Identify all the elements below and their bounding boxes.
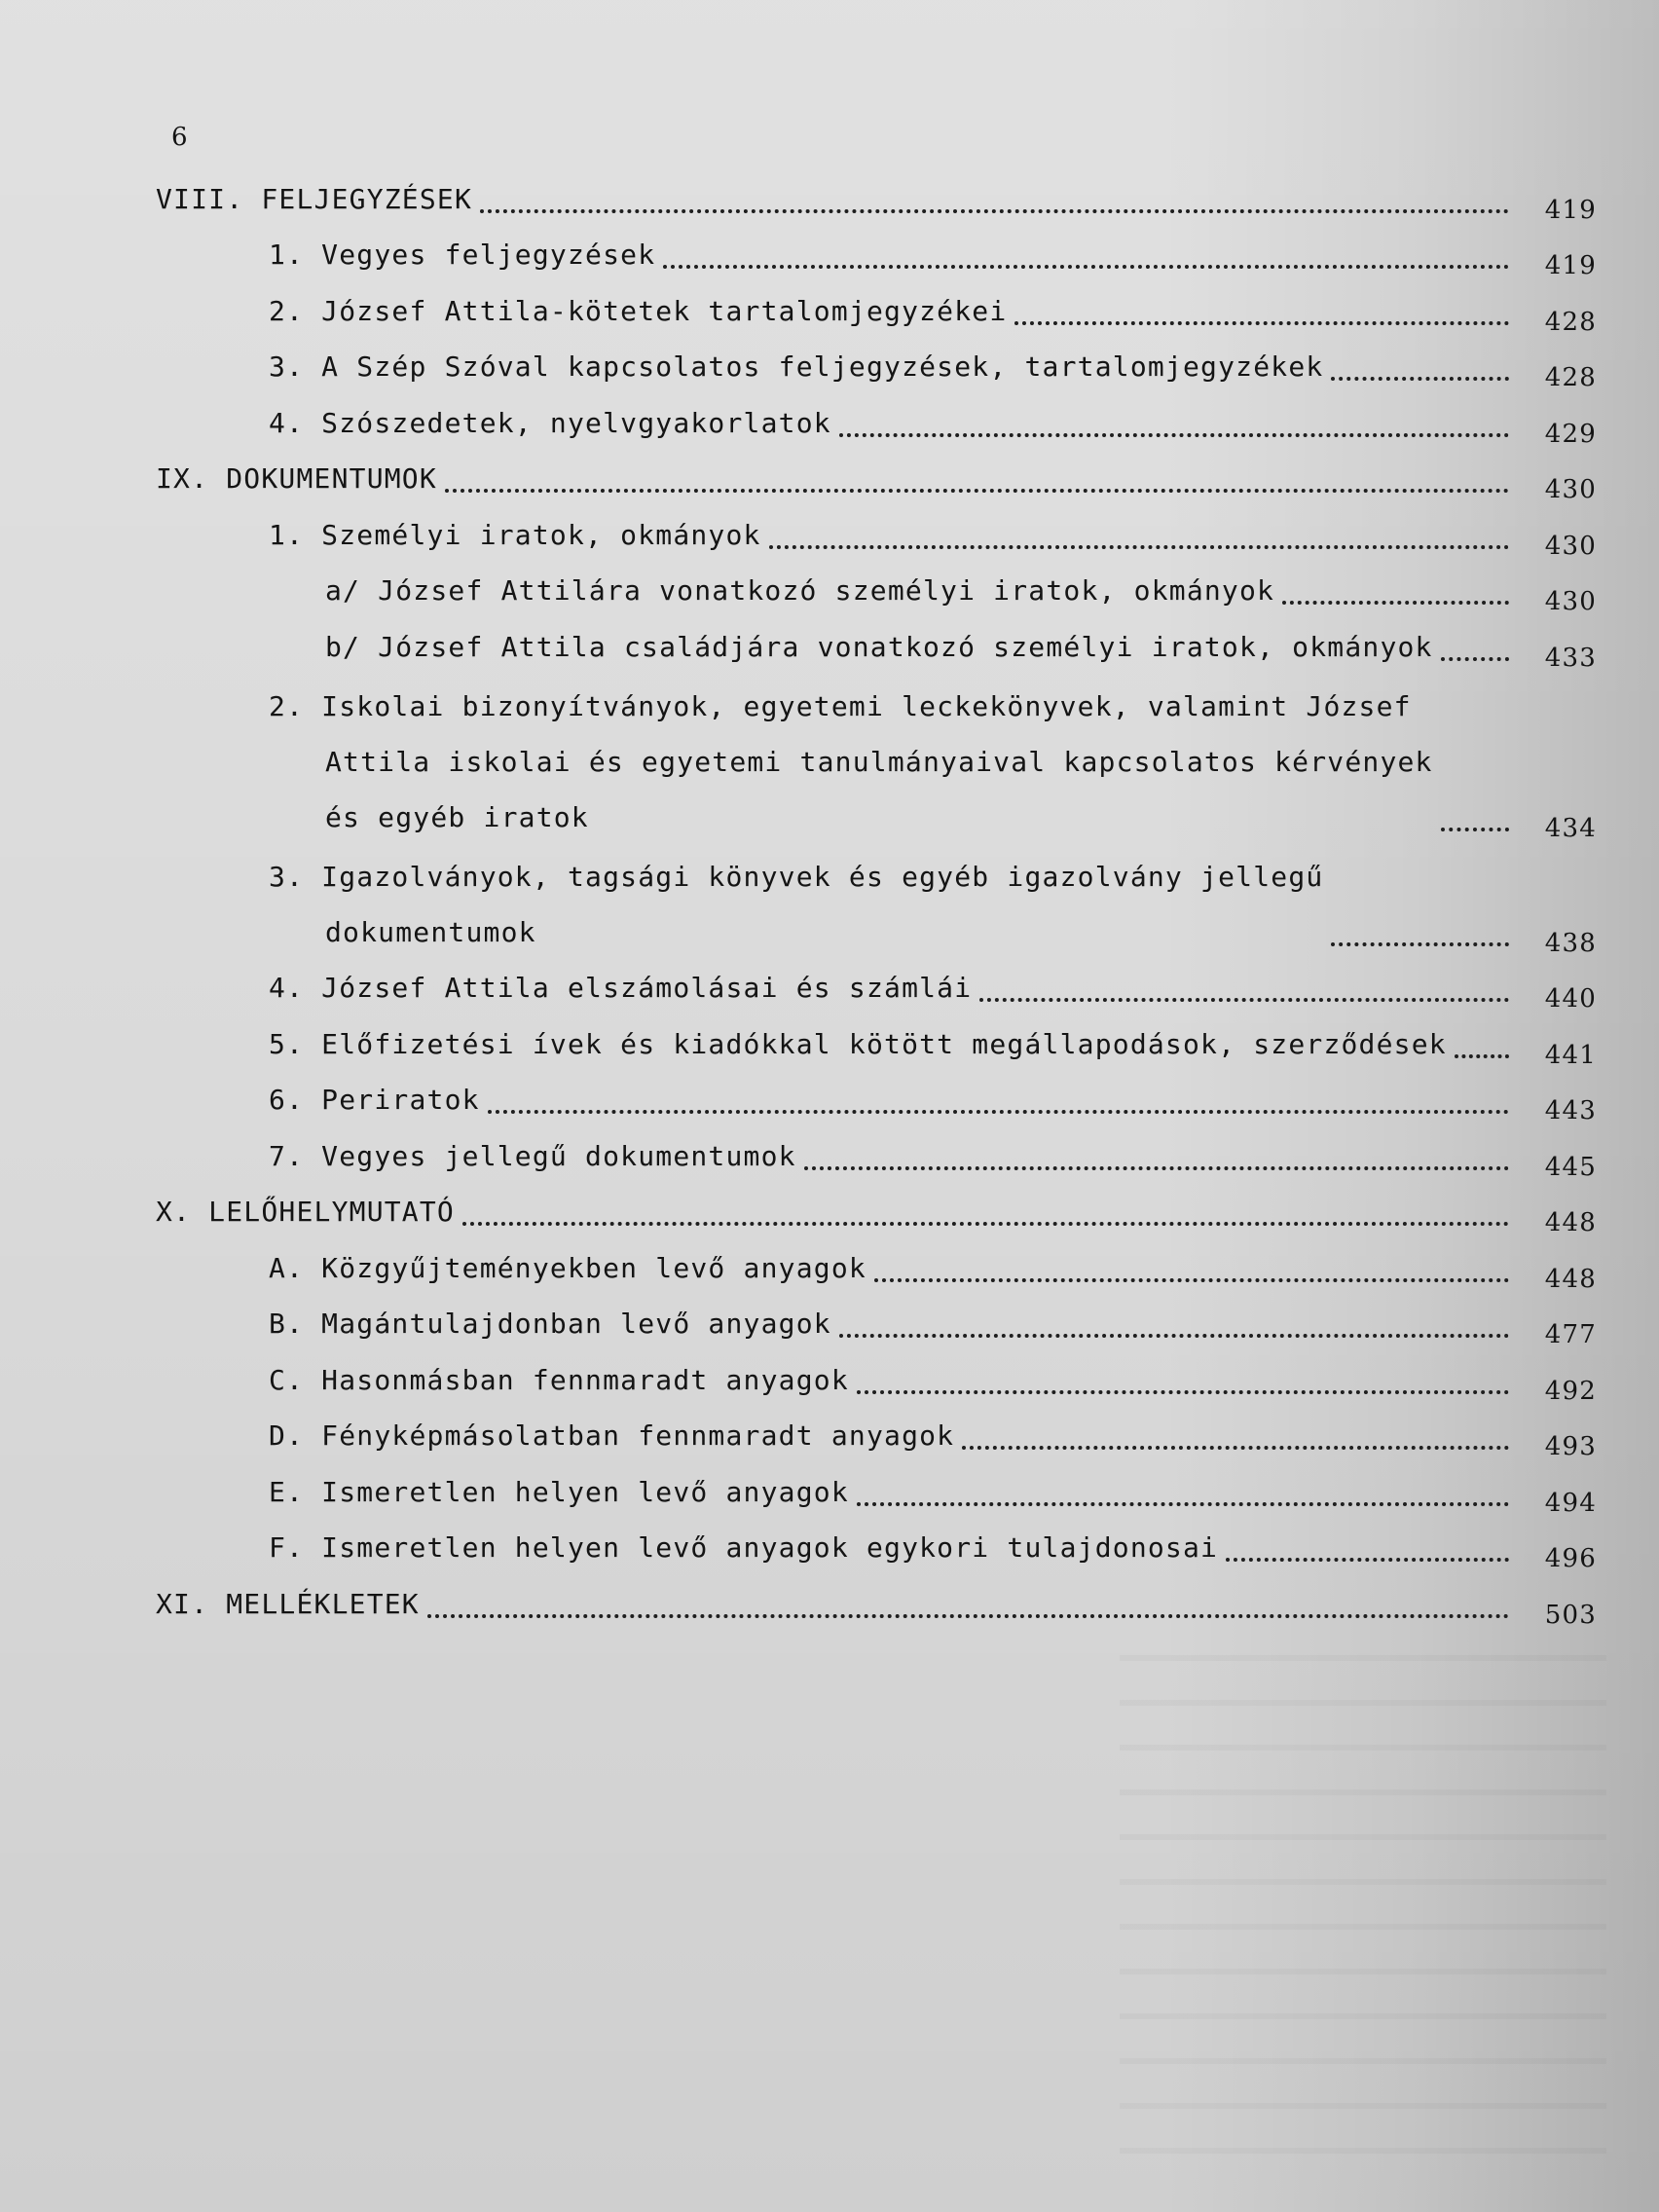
dot-leader (1331, 377, 1509, 381)
toc-entry-title-line: 7. Vegyes jellegű dokumentumok (269, 1139, 796, 1172)
toc-entry-page: 448 (1544, 1208, 1597, 1237)
toc-entry (156, 282, 1616, 339)
toc-entry-title-line: 2. József Attila-kötetek tartalomjegyzékei (269, 294, 1008, 327)
toc-entry (156, 170, 1616, 227)
toc-entry-title-line: és egyéb iratok (325, 800, 589, 833)
table-of-contents (156, 170, 1616, 1632)
toc-entry (156, 618, 1616, 675)
toc-entry-title-line: 6. Periratok (269, 1084, 480, 1116)
toc-entry-title (269, 679, 1433, 845)
toc-entry-title-line: F. Ismeretlen helyen levő anyagok egykori tulajdonosai (269, 1531, 1219, 1564)
toc-entry-title-line: 4. Szószedetek, nyelvgyakorlatok (269, 406, 831, 439)
toc-entry-page: 494 (1544, 1488, 1597, 1518)
dot-leader (663, 265, 1509, 269)
toc-entry-page: 440 (1544, 984, 1597, 1014)
toc-entry-page: 429 (1544, 419, 1597, 449)
toc-entry (156, 1575, 1616, 1632)
toc-entry-title (269, 1520, 1218, 1575)
dot-leader (1441, 828, 1509, 831)
toc-entry-title (156, 1184, 455, 1239)
toc-entry (156, 227, 1616, 283)
toc-entry (156, 1015, 1616, 1072)
toc-entry-page: 428 (1544, 363, 1597, 392)
dot-leader (488, 1110, 1509, 1114)
toc-entry-title-line: 1. Személyi iratok, okmányok (269, 518, 761, 551)
toc-entry-page: 430 (1544, 475, 1597, 504)
toc-entry (156, 506, 1616, 563)
toc-entry (156, 845, 1616, 960)
toc-entry-title (269, 1352, 849, 1408)
toc-entry-title-line: dokumentumok (325, 915, 536, 948)
toc-entry-title (269, 1072, 480, 1127)
toc-entry-title-line: Attila iskolai és egyetemi tanulmányaival kapcsolatos kérvények (325, 745, 1433, 778)
toc-entry-title (269, 849, 1323, 960)
toc-entry (156, 1072, 1616, 1128)
toc-entry-title (269, 1240, 866, 1296)
toc-entry-title (269, 227, 655, 282)
toc-entry-page: 434 (1544, 813, 1597, 843)
page-number: 6 (171, 123, 188, 152)
toc-entry-title-line: D. Fényképmásolatban fennmaradt anyagok (269, 1419, 955, 1452)
toc-entry (156, 1239, 1616, 1296)
toc-entry-page: 503 (1544, 1600, 1597, 1630)
dot-leader (857, 1390, 1509, 1394)
toc-entry-title-line: b/ József Attila családjára vonatkozó személyi iratok, okmányok (325, 630, 1433, 663)
toc-entry-title-line: A. Közgyűjteményekben levő anyagok (269, 1251, 866, 1284)
dot-leader (1282, 601, 1509, 605)
toc-entry-title (269, 1408, 954, 1463)
bleed-through-text (1120, 1655, 1606, 2161)
toc-entry-title (325, 619, 1433, 675)
toc-entry-page: 428 (1544, 307, 1597, 337)
toc-entry (156, 1408, 1616, 1464)
toc-entry-title-line: B. Magántulajdonban levő anyagok (269, 1308, 831, 1340)
toc-entry-title-line: 3. A Szép Szóval kapcsolatos feljegyzések, tartalomjegyzékek (269, 350, 1324, 383)
toc-entry (156, 1463, 1616, 1520)
toc-entry-title (269, 283, 1007, 339)
toc-entry (156, 1127, 1616, 1184)
toc-entry (156, 394, 1616, 451)
dot-leader (769, 545, 1509, 549)
dot-leader (1226, 1558, 1509, 1562)
toc-entry-title-line: X. LELŐHELYMUTATÓ (156, 1196, 455, 1228)
toc-entry-title-line: VIII. FELJEGYZÉSEK (156, 182, 473, 215)
toc-entry-title (269, 960, 972, 1015)
dot-leader (804, 1166, 1509, 1170)
toc-entry (156, 1184, 1616, 1240)
toc-entry-title (269, 1016, 1447, 1072)
toc-entry-title-line: 3. Igazolványok, tagsági könyvek és egyéb igazolvány jellegű (269, 860, 1324, 893)
toc-entry-title (156, 1576, 420, 1632)
toc-entry-title-line: C. Hasonmásban fennmaradt anyagok (269, 1363, 849, 1396)
dot-leader (1441, 657, 1509, 661)
toc-entry-title (156, 171, 472, 227)
dot-leader (857, 1502, 1509, 1506)
toc-entry (156, 1520, 1616, 1576)
toc-entry (156, 451, 1616, 507)
dot-leader (962, 1446, 1509, 1450)
toc-entry-title (269, 1464, 849, 1520)
toc-entry-title (269, 339, 1323, 394)
toc-entry-title-line: a/ József Attilára vonatkozó személyi iratok, okmányok (325, 574, 1275, 607)
dot-leader (874, 1278, 1509, 1282)
toc-entry-page: 438 (1544, 928, 1597, 958)
toc-entry-title (269, 507, 761, 563)
toc-entry-title-line: 5. Előfizetési ívek és kiadókkal kötött megállapodások, szerződések (269, 1027, 1447, 1060)
dot-leader (480, 209, 1509, 213)
toc-entry-title (156, 451, 437, 506)
toc-entry-title-line: XI. MELLÉKLETEK (156, 1587, 420, 1620)
toc-entry (156, 675, 1616, 845)
toc-entry-page: 448 (1544, 1264, 1597, 1294)
toc-entry-page: 445 (1544, 1152, 1597, 1182)
toc-entry-title-line: 1. Vegyes feljegyzések (269, 239, 656, 271)
toc-entry (156, 1351, 1616, 1408)
toc-entry-title-line: E. Ismeretlen helyen levő anyagok (269, 1475, 849, 1508)
toc-entry-title (269, 395, 831, 451)
dot-leader (1014, 321, 1509, 325)
toc-entry (156, 960, 1616, 1016)
toc-entry-title-line: 4. József Attila elszámolásai és számlái (269, 972, 973, 1004)
toc-entry-title-line: 2. Iskolai bizonyítványok, egyetemi leckekönyvek, valamint József (269, 689, 1412, 722)
toc-entry-page: 443 (1544, 1096, 1597, 1125)
toc-entry-page: 496 (1544, 1544, 1597, 1573)
toc-entry-page: 477 (1544, 1320, 1597, 1349)
toc-entry-page: 493 (1544, 1432, 1597, 1461)
dot-leader (427, 1614, 1509, 1618)
toc-entry-title (325, 563, 1274, 618)
toc-entry (156, 1296, 1616, 1352)
dot-leader (839, 1334, 1509, 1338)
dot-leader (462, 1222, 1509, 1226)
toc-entry-page: 492 (1544, 1376, 1597, 1406)
dot-leader (445, 489, 1509, 493)
toc-entry-title-line: IX. DOKUMENTUMOK (156, 462, 437, 495)
toc-entry-page: 441 (1544, 1040, 1597, 1070)
dot-leader (1331, 942, 1509, 946)
toc-entry-page: 430 (1544, 587, 1597, 616)
toc-entry (156, 563, 1616, 619)
dot-leader (1455, 1054, 1509, 1058)
toc-entry-page: 419 (1544, 195, 1597, 225)
toc-entry-page: 433 (1544, 643, 1597, 673)
toc-entry-title (269, 1296, 831, 1351)
toc-entry-title (269, 1128, 796, 1184)
dot-leader (979, 998, 1509, 1002)
toc-entry-page: 430 (1544, 531, 1597, 561)
dot-leader (839, 433, 1509, 437)
toc-entry (156, 339, 1616, 395)
toc-entry-page: 419 (1544, 251, 1597, 280)
